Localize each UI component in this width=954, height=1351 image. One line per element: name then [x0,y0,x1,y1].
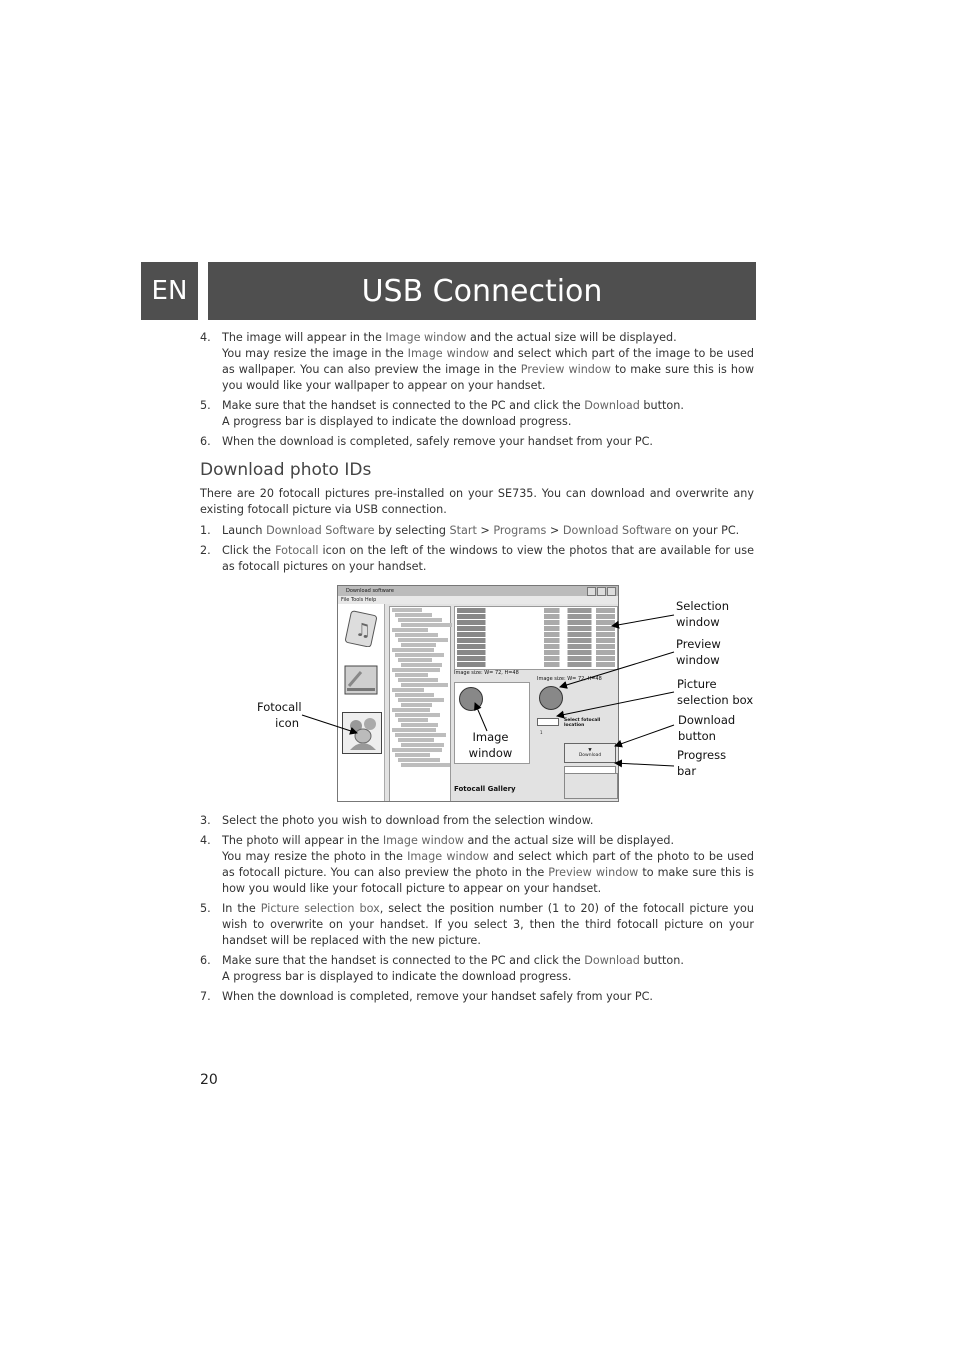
step-item [200,543,754,575]
download-button[interactable]: ▼ Download [564,743,616,763]
progress-bar-callout: Progress bar [677,748,727,778]
text-run: and select which part of the photo to be used as fotocall picture. You can also preview the photo in the [222,850,754,879]
text-run: , select the position number (1 to 20) of the fotocall picture you wish to overwrite on your handset. If you select 3, then the third fotocall picture on your handset will be replaced with the new picture. [222,902,754,947]
step-item [200,989,754,1005]
menu-bar[interactable]: File Tools Help [338,596,618,604]
text-run: icon on the left of the windows to view the photos that are available for use as fotocall pictures on your handset. [222,544,754,573]
step-number: 4. [200,834,211,847]
download-button-callout: Download button [678,713,736,743]
step-text [222,543,754,575]
step-text [222,953,754,969]
download-arrow-icon: ▼ [588,748,592,753]
download-software-figure [250,585,760,805]
text-run: button. [639,954,684,967]
step-number: 6. [200,435,211,448]
window-title: Download software [346,588,394,594]
step-number: 4. [200,331,211,344]
picture-selection-callout: Picture selection box [677,677,754,707]
mid-steps-list [200,523,754,579]
section-heading: Download photo IDs [200,460,372,480]
step-text [222,398,754,414]
step-text [222,434,754,450]
ui-term: Image window [382,834,464,847]
image-size-label: Image size: W= 72, H=48 [454,670,519,676]
text-run: to make sure this is how you would like your fotocall picture to appear on your handset. [222,866,754,895]
step-number: 3. [200,814,211,827]
ui-term: Download Software [562,524,672,537]
fotocall-icon-callout: Fotocall icon [257,700,302,730]
text-run: by selecting [374,524,450,537]
step-item [200,523,754,539]
step-item [200,813,754,829]
preview-window-callout: Preview window [676,637,721,667]
step-number: 1. [200,524,211,537]
text-run: In the [222,902,261,915]
text-run: Select the photo you wish to download from the selection window. [222,814,594,827]
text-run: The image will appear in the [222,331,386,344]
step-text [222,969,754,985]
ui-term: Image window [407,347,490,360]
text-run: Click the [222,544,276,557]
step-item [200,833,754,897]
ui-term: Programs [493,524,547,537]
text-run: button. [639,399,684,412]
ui-term: Preview window [520,363,611,376]
step-text [222,849,754,897]
ui-term: Image window [407,850,489,863]
ui-term: Picture selection box [260,902,380,915]
text-run: Launch [222,524,267,537]
text-run: and the actual size will be displayed. [463,834,675,847]
step-number: 7. [200,990,211,1003]
step-item [200,953,754,985]
text-run: You may resize the image in the [222,347,408,360]
step-text [222,989,754,1005]
text-run: A progress bar is displayed to indicate the download progress. [222,415,572,428]
text-run: When the download is completed, remove your handset safely from your PC. [222,990,653,1003]
select-location-label: Select fotocall location [564,718,601,728]
gallery-label: Fotocall Gallery [454,785,516,793]
language-tab: EN [141,262,198,320]
text-run: to make sure this is how you would like your wallpaper to appear on your handset. [222,363,754,392]
step-item [200,398,754,430]
preview-size-label: Image size: W= 72, H=48 [537,676,602,682]
ui-term: Fotocall [275,544,319,557]
step-number: 6. [200,954,211,967]
ui-term: Download [584,399,640,412]
selection-window-callout: Selection window [676,599,729,629]
ui-term: Image window [385,331,467,344]
text-run: > [476,524,494,537]
text-run: Make sure that the handset is connected to the PC and click the [222,399,585,412]
step-text [222,833,754,849]
step-number: 2. [200,544,211,557]
text-run: When the download is completed, safely remove your handset from your PC. [222,435,653,448]
text-run: Make sure that the handset is connected to the PC and click the [222,954,585,967]
step-text [222,901,754,949]
ui-term: Download [584,954,640,967]
text-run: on your PC. [671,524,740,537]
text-run: The photo will appear in the [222,834,383,847]
step-text [222,330,754,346]
ui-term: Download Software [266,524,375,537]
ui-term: Preview window [548,866,639,879]
step-text [222,813,754,829]
bottom-steps-list [200,813,754,1009]
image-window-callout: Image window [468,730,513,760]
top-steps-list [200,330,754,454]
text-run: > [546,524,563,537]
step-number: 5. [200,902,211,915]
page-number: 20 [200,1072,218,1088]
step-item [200,330,754,394]
step-item [200,434,754,450]
step-number: 5. [200,399,211,412]
picture-selection-box[interactable]: 1 [537,718,559,726]
step-item [200,901,754,949]
text-run: and the actual size will be displayed. [466,331,677,344]
svg-text:♫: ♫ [355,620,372,641]
step-text [222,346,754,394]
text-run: You may resize the photo in the [222,850,408,863]
section-intro: There are 20 fotocall pictures pre-installed on your SE735. You can download and overwrite any existing fotocall picture via USB connection. [200,487,754,516]
step-text [222,523,754,539]
text-run: and select which part of the image to be used as wallpaper. You can also preview the image in the [222,347,754,376]
text-run: A progress bar is displayed to indicate the download progress. [222,970,572,983]
ui-term: Start [449,524,477,537]
page-title: USB Connection [208,262,756,320]
step-text [222,414,754,430]
